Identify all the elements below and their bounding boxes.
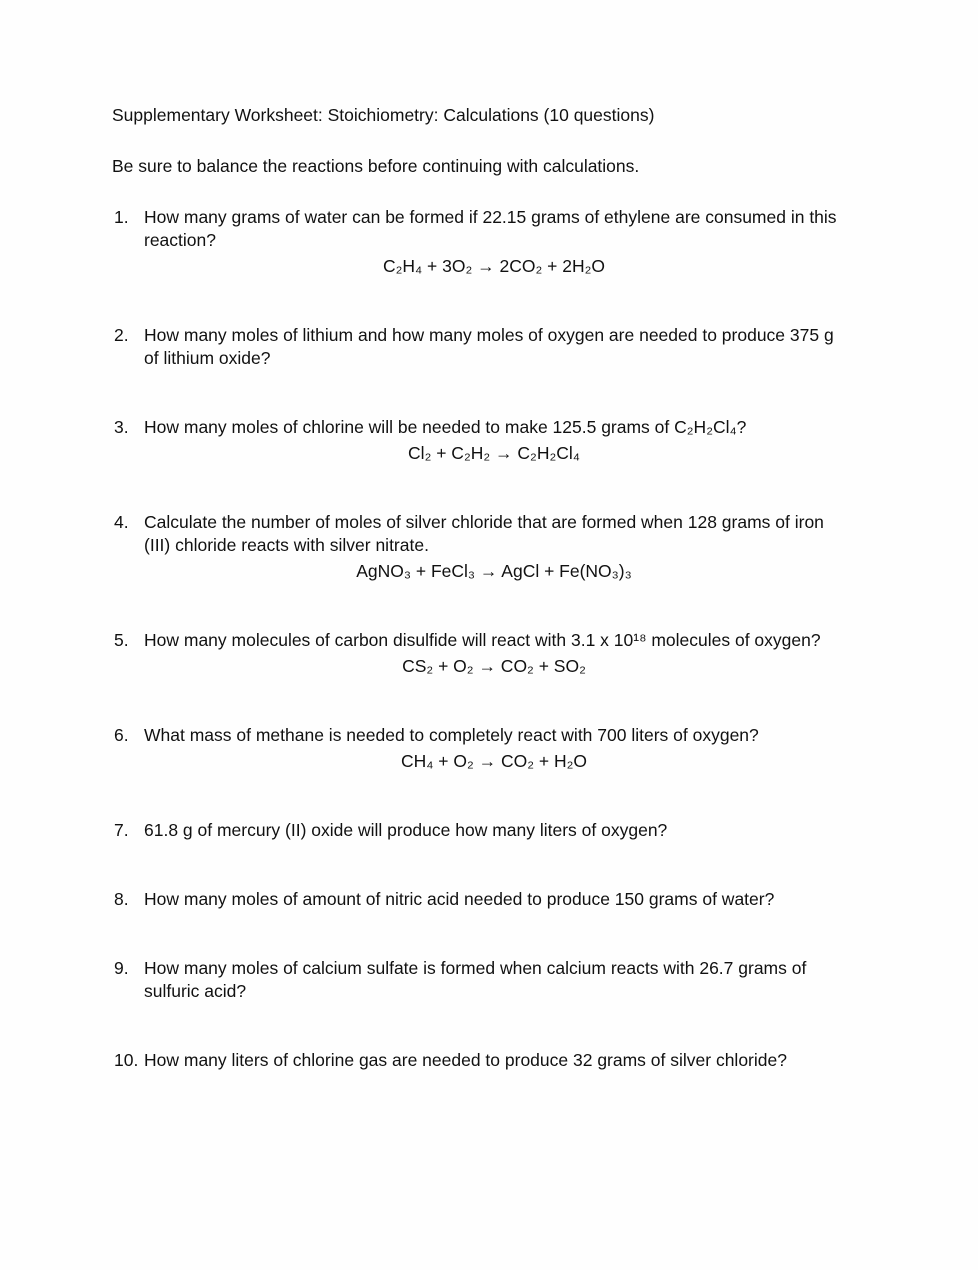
question-7 xyxy=(112,819,878,842)
question-1-equation: C₂H₄ + 3O₂ → 2CO₂ + 2H₂O xyxy=(382,256,605,276)
question-3 xyxy=(112,416,878,465)
question-8-number: 8. xyxy=(114,889,129,909)
question-6-equation: CH₄ + O₂ → CO₂ + H₂O xyxy=(400,751,588,771)
question-4-number: 4. xyxy=(114,512,129,532)
worksheet-instructions: Be sure to balance the reactions before continuing with calculations. xyxy=(112,156,640,176)
question-1-text: How many grams of water can be formed if 22.15 grams of ethylene are consumed in this reaction? xyxy=(144,207,837,250)
question-9-number: 9. xyxy=(114,958,129,978)
question-3-text: How many moles of chlorine will be needed to make 125.5 grams of C₂H₂Cl₄? xyxy=(144,417,747,437)
question-2-row xyxy=(112,324,878,370)
question-1 xyxy=(112,206,878,278)
question-5-equation: CS₂ + O₂ → CO₂ + SO₂ xyxy=(402,656,586,676)
question-8-text: How many moles of amount of nitric acid needed to produce 150 grams of water? xyxy=(144,889,775,909)
question-5-row xyxy=(112,629,878,652)
question-4-equation: AgNO₃ + FeCl₃ → AgCl + Fe(NO₃)₃ xyxy=(356,561,632,581)
question-3-number: 3. xyxy=(114,417,129,437)
question-1-row xyxy=(112,206,878,252)
question-3-row xyxy=(112,416,878,439)
question-6-row xyxy=(112,724,878,747)
question-4-text: Calculate the number of moles of silver chloride that are formed when 128 grams of iron (III) chloride reacts with silver nitrate. xyxy=(144,512,824,555)
worksheet-title: Supplementary Worksheet: Stoichiometry: Calculations (10 questions) xyxy=(112,105,655,125)
question-7-text: 61.8 g of mercury (II) oxide will produce how many liters of oxygen? xyxy=(144,820,668,840)
question-2-text: How many moles of lithium and how many moles of oxygen are needed to produce 375 g of lithium oxide? xyxy=(144,325,834,368)
question-9-row xyxy=(112,957,878,1003)
question-5-number: 5. xyxy=(114,630,129,650)
question-4 xyxy=(112,511,878,583)
question-6-text: What mass of methane is needed to completely react with 700 liters of oxygen? xyxy=(144,725,759,745)
question-2 xyxy=(112,324,878,370)
question-7-number: 7. xyxy=(114,820,129,840)
question-10 xyxy=(112,1049,878,1072)
question-7-row xyxy=(112,819,878,842)
question-8 xyxy=(112,888,878,911)
question-2-number: 2. xyxy=(114,325,129,345)
question-3-equation: Cl₂ + C₂H₂ → C₂H₂Cl₄ xyxy=(408,443,580,463)
question-10-number: 10. xyxy=(114,1050,139,1070)
question-5 xyxy=(112,629,878,678)
question-9 xyxy=(112,957,878,1003)
question-4-row xyxy=(112,511,878,557)
question-6 xyxy=(112,724,878,773)
question-9-text: How many moles of calcium sulfate is formed when calcium reacts with 26.7 grams of sulfuric acid? xyxy=(144,958,807,1001)
question-8-row xyxy=(112,888,878,911)
question-5-text: How many molecules of carbon disulfide will react with 3.1 x 10¹⁸ molecules of oxygen? xyxy=(144,630,821,650)
question-10-row xyxy=(112,1049,878,1072)
question-10-text: How many liters of chlorine gas are needed to produce 32 grams of silver chloride? xyxy=(144,1050,787,1070)
question-1-number: 1. xyxy=(114,207,129,227)
question-6-number: 6. xyxy=(114,725,129,745)
